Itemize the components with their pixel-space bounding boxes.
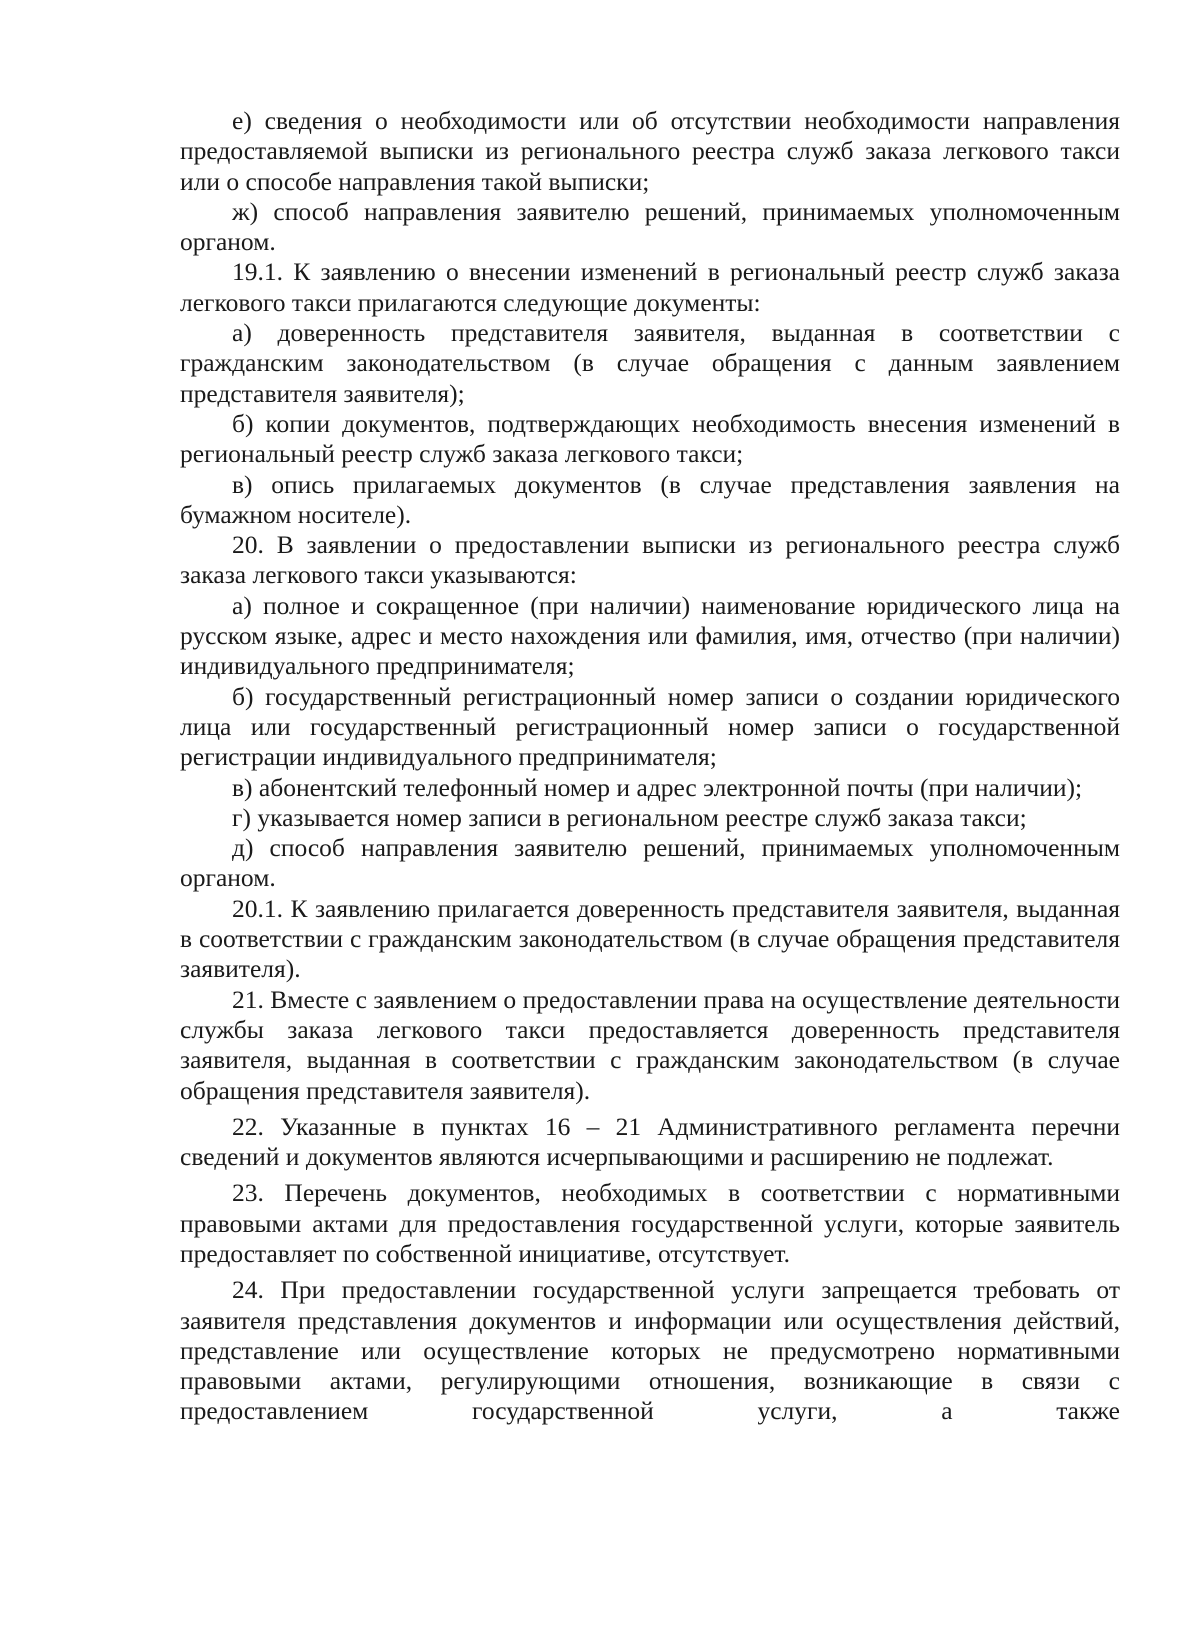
paragraph-e-information-on-extract: е) сведения о необходимости или об отсутствии необходимости направления предоставляемой выписки из регионального реестра служб заказа легкового такси или о способе направления такой выписки; xyxy=(180,106,1120,196)
paragraph-g-registry-record-number: г) указывается номер записи в региональном реестре служб заказа такси; xyxy=(232,802,1027,832)
paragraph-20-1-power-of-attorney: 20.1. К заявлению прилагается доверенность представителя заявителя, выданная в соответствии с гражданским законодательством (в случае обращения представителя заявителя). xyxy=(180,893,1120,984)
paragraph-23-own-initiative-documents: 23. Перечень документов, необходимых в соответствии с нормативными правовыми актами для предоставления государственной услуги, которые заявитель предоставляет по собственной инициативе, отсутствует. xyxy=(180,1178,1120,1268)
document-body xyxy=(180,106,1120,1427)
paragraph-a-power-of-attorney: а) доверенность представителя заявителя, выданная в соответствии с гражданским законодательством (в случае обращения с данным заявлением представителя заявителя); xyxy=(180,318,1120,408)
paragraph-a-full-name: а) полное и сокращенное (при наличии) наименование юридического лица на русском языке, адрес и место нахождения или фамилия, имя, отчество (при наличии) индивидуального предпринимателя; xyxy=(180,590,1120,681)
paragraph-b-registration-number: б) государственный регистрационный номер записи о создании юридического лица или государственный регистрационный номер записи о государственной регистрации индивидуального предпринимателя; xyxy=(180,681,1120,772)
paragraph-v-inventory-of-documents: в) опись прилагаемых документов (в случае представления заявления на бумажном носителе). xyxy=(180,469,1120,529)
paragraph-b-copies-of-documents: б) копии документов, подтверждающих необходимость внесения изменений в региональный реестр служб заказа легкового такси; xyxy=(180,408,1120,469)
paragraph-v-phone-and-email: в) абонентский телефонный номер и адрес электронной почты (при наличии); xyxy=(232,772,1083,802)
paragraph-22-exhaustive-lists: 22. Указанные в пунктах 16 – 21 Административного регламента перечни сведений и документов являются исчерпывающими и расширению не подлежат. xyxy=(180,1111,1120,1172)
paragraph-21-power-of-attorney-with-application: 21. Вместе с заявлением о предоставлении права на осуществление деятельности службы заказа легкового такси предоставляется доверенность представителя заявителя, выданная в соответствии с гражданским законодательством (в случае обращения представителя заявителя). xyxy=(180,984,1120,1105)
paragraph-24-prohibited-requirements: 24. При предоставлении государственной услуги запрещается требовать от заявителя представления документов и информации или осуществления действий, представление или осуществление которых не предусмотрено нормативными правовыми актами, регулирующими отношения, возникающие в связи с предоставлением государственной услуги, а также xyxy=(180,1275,1120,1426)
paragraph-d-decision-delivery-method: д) способ направления заявителю решений, принимаемых уполномоченным органом. xyxy=(180,833,1120,893)
paragraph-zh-decision-delivery-method: ж) способ направления заявителю решений, принимаемых уполномоченным органом. xyxy=(180,196,1120,257)
paragraph-19-1-documents-for-changes: 19.1. К заявлению о внесении изменений в региональный реестр служб заказа легкового такси прилагаются следующие документы: xyxy=(180,257,1120,317)
paragraph-20-extract-application: 20. В заявлении о предоставлении выписки из регионального реестра служб заказа легкового такси указываются: xyxy=(180,530,1120,590)
